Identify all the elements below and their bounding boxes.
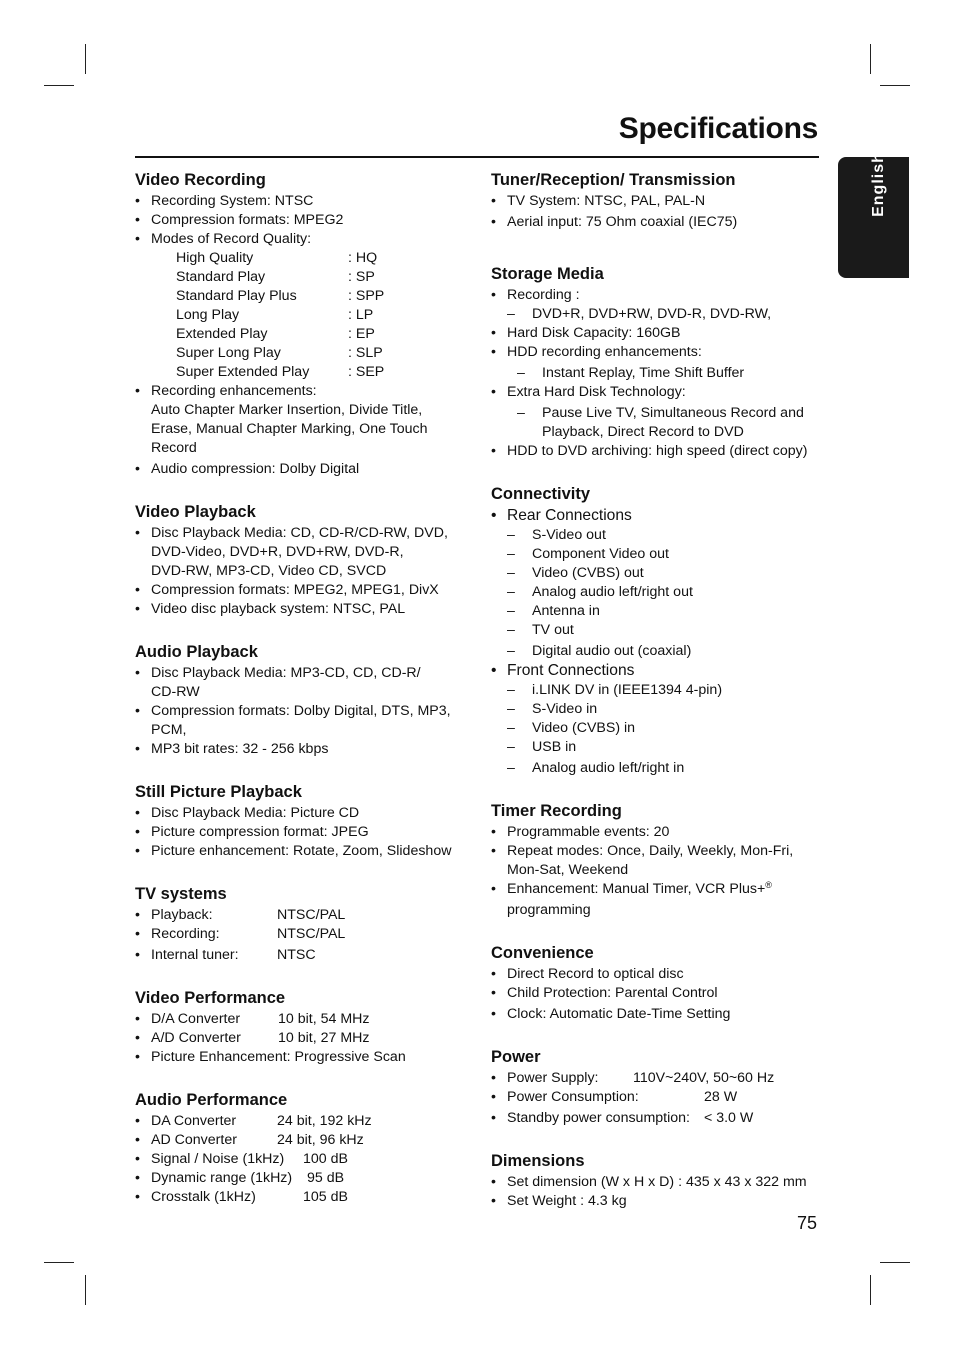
spec-item xyxy=(491,880,831,899)
spec-label: Dynamic range (1kHz) xyxy=(151,1170,293,1186)
spec-item-cont: Mon-Sat, Weekend xyxy=(507,862,629,878)
spec-item: • Hard Disk Capacity: 160GB xyxy=(491,324,831,343)
crop-mark xyxy=(44,1262,74,1263)
spec-row xyxy=(135,1112,475,1131)
section-audio-performance xyxy=(135,1090,475,1207)
spec-item: • Compression formats: Dolby Digital, DTS, MP3, xyxy=(135,702,475,721)
spec-item: • HDD recording enhancements: xyxy=(491,343,831,362)
section-heading: Still Picture Playback xyxy=(135,783,302,801)
spec-value: 24 bit, 192 kHz xyxy=(277,1113,372,1129)
mode-code: : HQ xyxy=(348,250,378,266)
section-heading: Dimensions xyxy=(491,1152,585,1170)
section-heading: Video Performance xyxy=(135,989,286,1007)
spec-item: • Picture compression format: JPEG xyxy=(135,823,475,842)
spec-label: Signal / Noise (1kHz) xyxy=(151,1151,285,1167)
spec-item: • Extra Hard Disk Technology: xyxy=(491,383,831,402)
mode-code: : SLP xyxy=(348,345,383,361)
section-dimensions xyxy=(491,1151,831,1211)
spec-label: Standby power consumption: xyxy=(507,1110,690,1126)
spec-item: • Video disc playback system: NTSC, PAL xyxy=(135,600,475,619)
connection-item: – Digital audio out (coaxial) xyxy=(491,642,831,661)
spec-item: • Compression formats: MPEG2 xyxy=(135,211,475,230)
spec-item: • Disc Playback Media: CD, CD-R/CD-RW, DVD, xyxy=(135,524,475,543)
spec-item: • Programmable events: 20 xyxy=(491,823,831,842)
section-video-recording xyxy=(135,170,475,479)
page-number: 75 xyxy=(797,1213,818,1233)
spec-item: • Repeat modes: Once, Daily, Weekly, Mon-Fri, xyxy=(491,842,831,861)
spec-value: NTSC/PAL xyxy=(277,926,346,942)
spec-item: • Audio compression: Dolby Digital xyxy=(135,460,475,479)
record-mode xyxy=(135,306,475,325)
section-connectivity xyxy=(491,484,831,778)
connection-item: – TV out xyxy=(491,621,831,640)
mode-code: : SP xyxy=(348,269,375,285)
spec-item: • Disc Playback Media: Picture CD xyxy=(135,804,475,823)
spec-item: • Child Protection: Parental Control xyxy=(491,984,831,1003)
spec-value: 10 bit, 27 MHz xyxy=(278,1030,370,1046)
spec-subitem: – Instant Replay, Time Shift Buffer xyxy=(491,364,831,383)
language-tab-label: English xyxy=(869,152,887,217)
spec-value: NTSC/PAL xyxy=(277,907,346,923)
mode-code: : LP xyxy=(348,307,374,323)
connection-item: – i.LINK DV in (IEEE1394 4-pin) xyxy=(491,681,831,700)
section-heading: Convenience xyxy=(491,944,594,962)
spec-value: 28 W xyxy=(704,1089,738,1105)
mode-name: Super Extended Play xyxy=(176,364,310,380)
section-heading: Audio Playback xyxy=(135,643,258,661)
section-heading: Power xyxy=(491,1048,541,1066)
spec-group-label: • Rear Connections xyxy=(491,506,831,526)
section-audio-playback xyxy=(135,642,475,759)
mode-name: High Quality xyxy=(176,250,254,266)
connection-item: – Analog audio left/right out xyxy=(491,583,831,602)
record-mode xyxy=(135,344,475,363)
mode-name: Super Long Play xyxy=(176,345,281,361)
spec-item: • Recording System: NTSC xyxy=(135,192,475,211)
section-heading: Audio Performance xyxy=(135,1091,288,1109)
connection-item: – Analog audio left/right in xyxy=(491,759,831,778)
connection-item: – S-Video out xyxy=(491,526,831,545)
spec-subitem: – DVD+R, DVD+RW, DVD-R, DVD-RW, xyxy=(491,305,831,324)
section-power xyxy=(491,1047,831,1128)
connection-item: – USB in xyxy=(491,738,831,757)
spec-value: 10 bit, 54 MHz xyxy=(278,1011,370,1027)
spec-row xyxy=(491,1109,831,1128)
spec-label: DA Converter xyxy=(151,1113,237,1129)
connection-item: – Component Video out xyxy=(491,545,831,564)
section-heading: Timer Recording xyxy=(491,802,622,820)
section-heading: TV systems xyxy=(135,885,227,903)
record-mode xyxy=(135,268,475,287)
section-still-picture xyxy=(135,782,475,861)
spec-row xyxy=(491,1069,831,1088)
spec-item: • Disc Playback Media: MP3-CD, CD, CD-R/ xyxy=(135,664,475,683)
spec-subitem-cont: Playback, Direct Record to DVD xyxy=(542,424,744,440)
crop-mark xyxy=(870,1275,871,1305)
section-tv-systems xyxy=(135,884,475,965)
section-heading: Storage Media xyxy=(491,265,604,283)
record-mode xyxy=(135,325,475,344)
page-title: Specifications xyxy=(618,112,818,145)
spec-row xyxy=(135,1029,475,1048)
spec-item: • HDD to DVD archiving: high speed (direct copy) xyxy=(491,442,831,461)
spec-item: • Picture enhancement: Rotate, Zoom, Slideshow xyxy=(135,842,475,861)
spec-value: 110V~240V, 50~60 Hz xyxy=(633,1070,775,1086)
mode-name: Standard Play Plus xyxy=(176,288,297,304)
spec-text: Enhancement: Manual Timer, VCR Plus+ xyxy=(507,881,766,897)
spec-value: 24 bit, 96 kHz xyxy=(277,1132,364,1148)
spec-item-cont: DVD-Video, DVD+R, DVD+RW, DVD-R, xyxy=(151,544,404,560)
spec-group-label: • Front Connections xyxy=(491,661,831,681)
spec-row xyxy=(135,906,475,925)
spec-item: • Set Weight : 4.3 kg xyxy=(491,1192,831,1211)
spec-subitem: – Pause Live TV, Simultaneous Record and xyxy=(491,404,831,423)
spec-item: • Compression formats: MPEG2, MPEG1, DivX xyxy=(135,581,475,600)
crop-mark xyxy=(85,1275,86,1305)
spec-item-cont: DVD-RW, MP3-CD, Video CD, SVCD xyxy=(151,563,387,579)
spec-label: AD Converter xyxy=(151,1132,237,1148)
connection-item: – Video (CVBS) in xyxy=(491,719,831,738)
spec-item: • Clock: Automatic Date-Time Setting xyxy=(491,1005,831,1024)
section-heading: Video Recording xyxy=(135,171,266,189)
section-video-playback xyxy=(135,502,475,619)
connection-item: – S-Video in xyxy=(491,700,831,719)
section-heading: Tuner/Reception/ Transmission xyxy=(491,171,736,189)
spec-label: Internal tuner: xyxy=(151,947,239,963)
spec-item-cont: CD-RW xyxy=(151,684,200,700)
spec-item-cont: PCM, xyxy=(151,722,187,738)
mode-name: Standard Play xyxy=(176,269,266,285)
spec-row xyxy=(491,1088,831,1107)
spec-item: • Aerial input: 75 Ohm coaxial (IEC75) xyxy=(491,213,831,232)
section-tuner xyxy=(491,170,831,232)
record-mode xyxy=(135,363,475,382)
spec-row xyxy=(135,1010,475,1029)
spec-item: • Picture Enhancement: Progressive Scan xyxy=(135,1048,475,1067)
spec-item-cont: Erase, Manual Chapter Marking, One Touch xyxy=(151,421,428,437)
mode-code: : SPP xyxy=(348,288,385,304)
spec-item-cont: Record xyxy=(151,440,197,456)
spec-label: D/A Converter xyxy=(151,1011,241,1027)
mode-code: : SEP xyxy=(348,364,385,380)
spec-label: Power Consumption: xyxy=(507,1089,639,1105)
spec-label: Recording: xyxy=(151,926,220,942)
section-heading: Connectivity xyxy=(491,485,591,503)
crop-mark xyxy=(85,44,86,74)
section-storage-media xyxy=(491,264,831,461)
spec-item: • Modes of Record Quality: xyxy=(135,230,475,249)
right-column xyxy=(491,170,831,1234)
mode-name: Extended Play xyxy=(176,326,268,342)
spec-label: Power Supply: xyxy=(507,1070,599,1086)
spec-row xyxy=(135,1188,475,1207)
spec-row xyxy=(135,1150,475,1169)
language-tab xyxy=(838,152,909,278)
spec-item: • Recording enhancements: xyxy=(135,382,475,401)
spec-label: A/D Converter xyxy=(151,1030,241,1046)
record-mode xyxy=(135,249,475,268)
spec-item: • Set dimension (W x H x D) : 435 x 43 x 322 mm xyxy=(491,1173,831,1192)
crop-mark xyxy=(44,85,74,86)
spec-item: • Direct Record to optical disc xyxy=(491,965,831,984)
spec-value: NTSC xyxy=(277,947,316,963)
spec-value: 95 dB xyxy=(307,1170,345,1186)
connection-item: – Video (CVBS) out xyxy=(491,564,831,583)
spec-value: 105 dB xyxy=(303,1189,348,1205)
mode-name: Long Play xyxy=(176,307,240,323)
spec-row xyxy=(135,925,475,944)
title-rule xyxy=(135,156,819,158)
spec-item: • TV System: NTSC, PAL, PAL-N xyxy=(491,192,831,211)
spec-label: Playback: xyxy=(151,907,213,923)
spec-item: • Recording : xyxy=(491,286,831,305)
spec-row xyxy=(135,1169,475,1188)
spec-label: Crosstalk (1kHz) xyxy=(151,1189,256,1205)
section-video-performance xyxy=(135,988,475,1067)
section-convenience xyxy=(491,943,831,1024)
crop-mark xyxy=(880,85,910,86)
section-timer-recording xyxy=(491,801,831,920)
crop-mark xyxy=(870,44,871,74)
record-mode xyxy=(135,287,475,306)
spec-row xyxy=(135,1131,475,1150)
spec-item-cont: Auto Chapter Marker Insertion, Divide Title, xyxy=(151,402,423,418)
registered-mark: ® xyxy=(765,880,772,890)
spec-item: • MP3 bit rates: 32 - 256 kbps xyxy=(135,740,475,759)
crop-mark xyxy=(880,1262,910,1263)
spec-row xyxy=(135,946,475,965)
spec-value: 100 dB xyxy=(303,1151,348,1167)
spec-item-cont: programming xyxy=(507,902,591,918)
mode-code: : EP xyxy=(348,326,375,342)
connection-item: – Antenna in xyxy=(491,602,831,621)
section-heading: Video Playback xyxy=(135,503,256,521)
left-column xyxy=(135,170,475,1230)
spec-value: < 3.0 W xyxy=(704,1110,754,1126)
